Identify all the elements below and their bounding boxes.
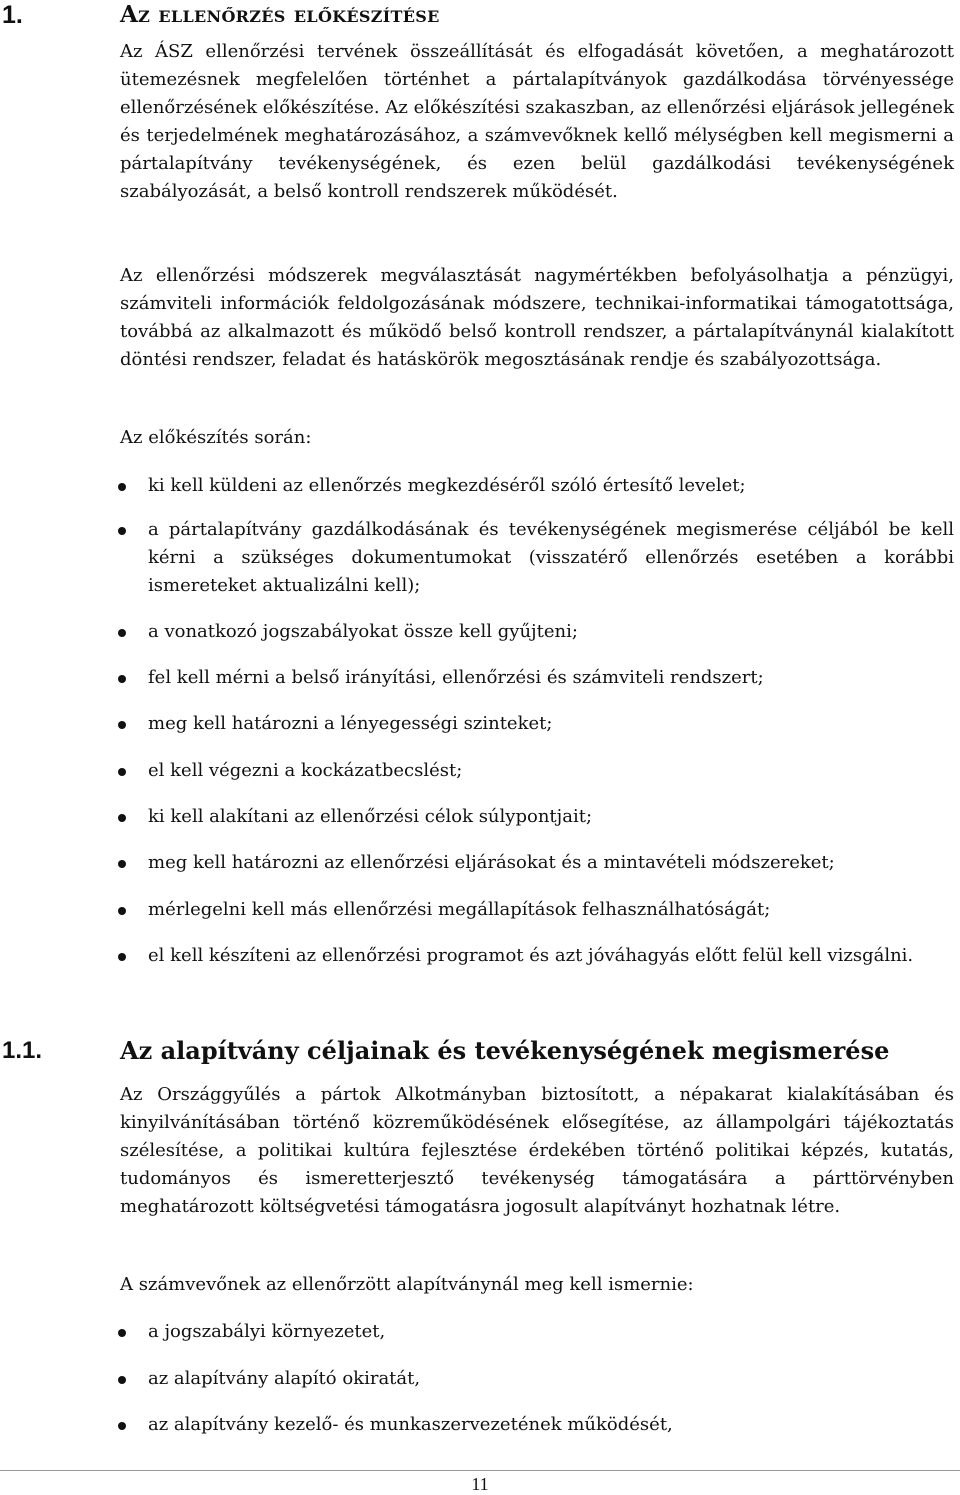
page-number: 11 xyxy=(471,1474,489,1494)
bullet-icon xyxy=(118,675,126,683)
list-item: a jogszabályi környezetet, xyxy=(148,1318,954,1346)
list-item: el kell készíteni az ellenőrzési programot és azt jóváhagyás előtt felül kell vizsgálni. xyxy=(148,942,954,970)
list-item: el kell végezni a kockázatbecslést; xyxy=(148,757,954,785)
bullet-icon xyxy=(118,1329,126,1337)
bullet-icon xyxy=(118,527,126,535)
footer-divider xyxy=(0,1470,960,1471)
list-item: fel kell mérni a belső irányítási, ellenőrzési és számviteli rendszert; xyxy=(148,664,954,692)
bullet-icon xyxy=(118,629,126,637)
bullet-icon xyxy=(118,483,126,491)
list-item: az alapítvány alapító okiratát, xyxy=(148,1365,954,1393)
bullet-icon xyxy=(118,1376,126,1384)
bullet-icon xyxy=(118,860,126,868)
bullet-icon xyxy=(118,721,126,729)
list-item: mérlegelni kell más ellenőrzési megállapítások felhasználhatóságát; xyxy=(148,896,954,924)
section-title: Az ellenőrzés előkészítése xyxy=(120,1,440,28)
subsection-title: Az alapítvány céljainak és tevékenységének megismerése xyxy=(120,1036,890,1065)
list-item: meg kell határozni a lényegességi szinteket; xyxy=(148,710,954,738)
bullet-icon xyxy=(118,907,126,915)
list-intro: A számvevőnek az ellenőrzött alapítványnál meg kell ismernie: xyxy=(120,1274,694,1295)
list-item: az alapítvány kezelő- és munkaszervezetének működését, xyxy=(148,1411,954,1439)
paragraph-methods: Az ellenőrzési módszerek megválasztását nagymértékben befolyásolhatja a pénzügyi, számviteli információk feldolgozásának módszere, technikai-informatikai támogatottsága, továbbá az alkalmazott és működő belső kontroll rendszer, a pártalapítványnál kialakított döntési rendszer, feladat és hatáskörök megosztásának rendje és szabályozottsága. xyxy=(120,265,954,370)
subsection-number: 1.1. xyxy=(2,1037,43,1064)
bullet-icon xyxy=(118,768,126,776)
paragraph-foundation: Az Országgyűlés a pártok Alkotmányban biztosított, a népakarat kialakításában és kinyilvánításában történő közreműködésének elősegítése, az állampolgári tájékoztatás szélesítése, a politikai kultúra fejlesztése érdekében történő politikai képzés, kutatás, tudományos és ismeretterjesztő tevékenység támogatására a párttörvényben meghatározott költségvetési támogatásra jogosult alapítványt hozhatnak létre. xyxy=(120,1084,954,1217)
list-item: ki kell küldeni az ellenőrzés megkezdéséről szóló értesítő levelet; xyxy=(148,472,954,500)
paragraph-intro: Az ÁSZ ellenőrzési tervének összeállítását és elfogadását követően, a meghatározott ütemezésnek megfelelően történhet a pártalapítványok gazdálkodása törvényessége ellenőrzésének előkészítése. Az előkészítési szakaszban, az ellenőrzési eljárások jellegének és terjedelmének meghatározásához, a számvevőknek kellő mélységben kell megismerni a pártalapítvány tevékenységének, és ezen belül gazdálkodási tevékenységének szabályozását, a belső kontroll rendszerek működését. xyxy=(120,41,954,202)
list-item: meg kell határozni az ellenőrzési eljárásokat és a mintavételi módszereket; xyxy=(148,849,954,877)
section-number: 1. xyxy=(2,1,23,29)
list-intro: Az előkészítés során: xyxy=(120,427,312,448)
list-item: a pártalapítvány gazdálkodásának és tevékenységének megismerése céljából be kell kérni a szükséges dokumentumokat (visszatérő ellenőrzés esetében a korábbi ismereteket aktualizálni kell); xyxy=(148,516,954,600)
bullet-icon xyxy=(118,953,126,961)
list-item: ki kell alakítani az ellenőrzési célok súlypontjait; xyxy=(148,803,954,831)
list-item: a vonatkozó jogszabályokat össze kell gyűjteni; xyxy=(148,618,954,646)
bullet-icon xyxy=(118,814,126,822)
bullet-icon xyxy=(118,1422,126,1430)
